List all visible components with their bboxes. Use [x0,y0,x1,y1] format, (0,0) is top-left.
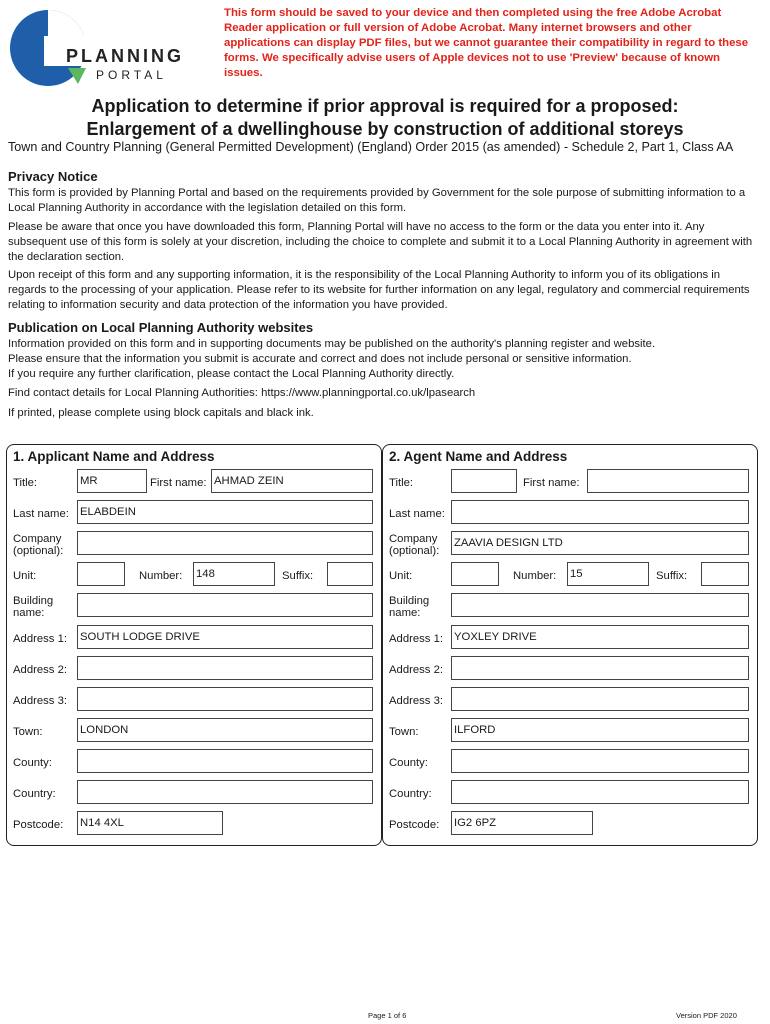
applicant-building-field[interactable] [77,593,373,617]
contact-line: Find contact details for Local Planning Authorities: https://www.planningportal.co.uk/lpasearch [8,387,476,399]
page-number: Page 1 of 6 [368,1011,407,1020]
applicant-unit-field[interactable] [77,562,125,586]
label-postcode: Postcode: [389,819,440,831]
publication-paragraph-1: Information provided on this form and in supporting documents may be published on the authority's planning register and website. [8,338,656,350]
applicant-heading: 1. Applicant Name and Address [13,449,215,464]
label-address3: Address 3: [389,695,444,707]
agent-first-name-field[interactable] [587,469,749,493]
agent-building-field[interactable] [451,593,749,617]
label-unit: Unit: [389,570,413,582]
publication-paragraph-3: If you require any further clarification, please contact the Local Planning Authority directly. [8,368,455,380]
privacy-paragraph-3: Upon receipt of this form and any supporting information, it is the responsibility of the Local Planning Authority to inform you of its obligations in regards to the processing of your application. Please refer to its website for further information on any legal, regulatory and commercial requirements relating to information security and data protection of the information you have provided. [8,269,750,311]
label-town: Town: [389,726,419,738]
applicant-address2-field[interactable] [77,656,373,680]
agent-country-field[interactable] [451,780,749,804]
agent-postcode-field[interactable]: IG2 6PZ [451,811,593,835]
label-company: Company [13,533,62,545]
applicant-first-name-field[interactable]: AHMAD ZEIN [211,469,373,493]
label-company-optional: (optional): [13,545,64,557]
privacy-paragraph-2: Please be aware that once you have downloaded this form, Planning Portal will have no access to the form or the data you enter into it. Any subsequent use of this form is solely at your discretion, including the choice to complete and submit it to a Local Planning Authority in agreement with the declaration section. [8,221,753,263]
compatibility-warning: This form should be saved to your device and then completed using the free Adobe Acrobat Reader application or full version of Adobe Acrobat. Many internet browsers and other applications can display PDF files, but we cannot guarantee their compatibility in regard to these forms. We specifically advise users of Apple devices not to use 'Preview' because of known issues. [224,7,749,79]
label-country: Country: [389,788,432,800]
agent-unit-field[interactable] [451,562,499,586]
agent-address2-field[interactable] [451,656,749,680]
agent-section [382,444,758,846]
agent-suffix-field[interactable] [701,562,749,586]
label-county: County: [13,757,52,769]
label-title: Title: [13,477,38,489]
applicant-suffix-field[interactable] [327,562,373,586]
label-suffix: Suffix: [656,570,688,582]
agent-heading: 2. Agent Name and Address [389,449,568,464]
label-address2: Address 2: [13,664,68,676]
label-last-name: Last name: [13,508,69,520]
agent-last-name-field[interactable] [451,500,749,524]
print-instruction: If printed, please complete using block capitals and black ink. [8,407,314,419]
label-address1: Address 1: [13,633,68,645]
label-unit: Unit: [13,570,37,582]
label-address1: Address 1: [389,633,444,645]
applicant-postcode-field[interactable]: N14 4XL [77,811,223,835]
legislation-subtitle: Town and Country Planning (General Permitted Development) (England) Order 2015 (as amended) - Schedule 2, Part 1, Class AA [8,140,734,154]
label-suffix: Suffix: [282,570,314,582]
agent-title-field[interactable] [451,469,517,493]
agent-address3-field[interactable] [451,687,749,711]
publication-paragraph-2: Please ensure that the information you submit is accurate and correct and does not include personal or sensitive information. [8,353,632,365]
applicant-country-field[interactable] [77,780,373,804]
label-postcode: Postcode: [13,819,64,831]
planning-portal-logo [8,8,198,88]
label-company: Company [389,533,438,545]
applicant-address3-field[interactable] [77,687,373,711]
label-number: Number: [513,570,557,582]
label-building-name: name: [389,607,421,619]
label-building: Building [389,595,430,607]
applicant-address1-field[interactable]: SOUTH LODGE DRIVE [77,625,373,649]
publication-heading: Publication on Local Planning Authority websites [8,320,314,335]
label-title: Title: [389,477,414,489]
label-building-name: name: [13,607,45,619]
agent-address1-field[interactable]: YOXLEY DRIVE [451,625,749,649]
label-number: Number: [139,570,183,582]
label-first-name: First name: [150,477,207,489]
logo-word: PLANNING [66,46,184,66]
form-title-line1: Application to determine if prior approval is required for a proposed: [91,96,679,116]
applicant-last-name-field[interactable]: ELABDEIN [77,500,373,524]
label-last-name: Last name: [389,508,445,520]
label-first-name: First name: [523,477,580,489]
agent-county-field[interactable] [451,749,749,773]
applicant-county-field[interactable] [77,749,373,773]
label-building: Building [13,595,54,607]
label-address3: Address 3: [13,695,68,707]
applicant-section [6,444,382,846]
label-town: Town: [13,726,43,738]
agent-company-field[interactable]: ZAAVIA DESIGN LTD [451,531,749,555]
applicant-number-field[interactable]: 148 [193,562,275,586]
form-title-line2: Enlargement of a dwellinghouse by construction of additional storeys [86,119,684,139]
agent-number-field[interactable]: 15 [567,562,649,586]
applicant-town-field[interactable]: LONDON [77,718,373,742]
label-address2: Address 2: [389,664,444,676]
privacy-heading: Privacy Notice [8,169,98,184]
applicant-company-field[interactable] [77,531,373,555]
logo-sub: PORTAL [96,68,167,82]
version-label: Version PDF 2020 [676,1011,737,1020]
label-county: County: [389,757,428,769]
applicant-title-field[interactable]: MR [77,469,147,493]
privacy-paragraph-1: This form is provided by Planning Portal and based on the requirements provided by Government for the sole purpose of submitting information to a Local Planning Authority in accordance with the legislation detailed on this form. [8,187,746,214]
label-company-optional: (optional): [389,545,440,557]
agent-town-field[interactable]: ILFORD [451,718,749,742]
label-country: Country: [13,788,56,800]
